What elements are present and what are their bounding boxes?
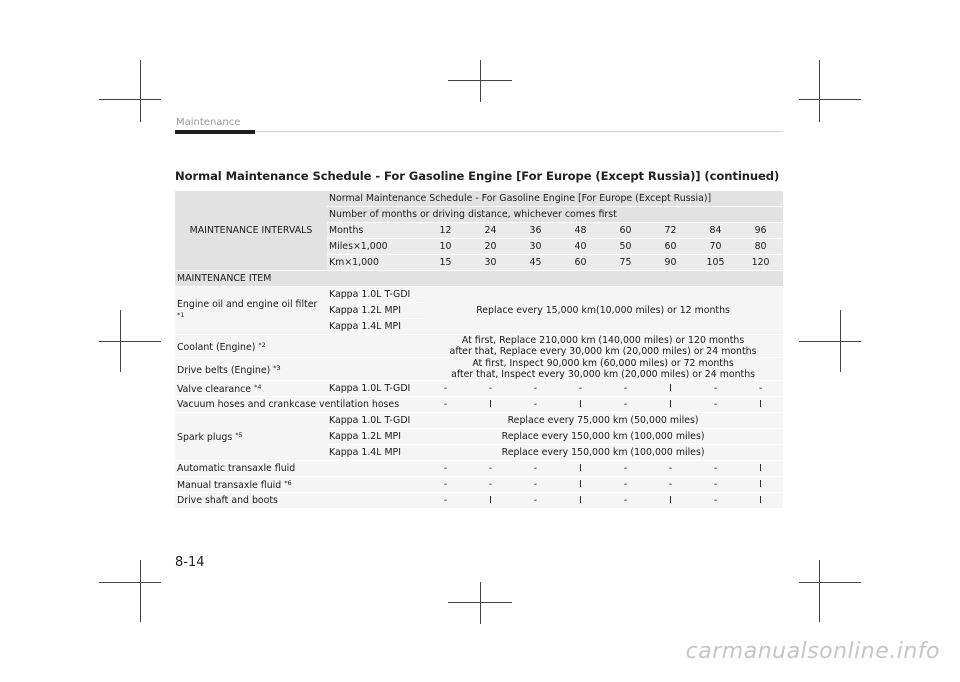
interval-cell: - — [603, 461, 648, 477]
interval-cell: I — [468, 397, 513, 413]
months-cell: 12 — [423, 223, 468, 239]
item-name: Vacuum hoses and crankcase ventilation hoses — [175, 397, 423, 413]
interval-cell: - — [423, 477, 468, 493]
engine-variant: Kappa 1.2L MPI — [327, 429, 423, 445]
header-rule — [255, 131, 783, 132]
interval-cell: - — [738, 381, 783, 397]
interval-cell: - — [693, 381, 738, 397]
interval-cell: I — [738, 477, 783, 493]
km-cell: 90 — [648, 255, 693, 271]
km-cell: 45 — [513, 255, 558, 271]
engine-variant: Kappa 1.4L MPI — [327, 319, 423, 335]
km-label: Km×1,000 — [327, 255, 423, 271]
maintenance-item-header: MAINTENANCE ITEM — [175, 271, 783, 287]
km-cell: 75 — [603, 255, 648, 271]
interval-cell: - — [423, 461, 468, 477]
interval-cell: - — [603, 381, 648, 397]
interval-cell: - — [513, 381, 558, 397]
item-action: Replace every 150,000 km (100,000 miles) — [423, 429, 783, 445]
interval-cell: I — [558, 493, 603, 509]
interval-cell: I — [558, 477, 603, 493]
months-cell: 84 — [693, 223, 738, 239]
item-action: At first, Inspect 90,000 km (60,000 miles) or 72 months after that, Inspect every 30,000 km (20,000 miles) or 24 months — [423, 358, 783, 381]
interval-cell: I — [738, 461, 783, 477]
miles-cell: 20 — [468, 239, 513, 255]
interval-cell: - — [648, 477, 693, 493]
watermark: carmanualsonline.info — [685, 639, 940, 664]
km-cell: 105 — [693, 255, 738, 271]
table-row — [175, 413, 783, 429]
months-cell: 72 — [648, 223, 693, 239]
interval-cell: - — [468, 381, 513, 397]
miles-cell: 50 — [603, 239, 648, 255]
item-action: Replace every 15,000 km(10,000 miles) or 12 months — [423, 287, 783, 335]
interval-cell: - — [693, 493, 738, 509]
footnote: *5 — [235, 431, 243, 439]
table-row — [175, 381, 783, 397]
schedule-name: Normal Maintenance Schedule - For Gasoline Engine [For Europe (Except Russia)] — [327, 191, 783, 207]
page-title: Normal Maintenance Schedule - For Gasoline Engine [For Europe (Except Russia)] (continued) — [175, 169, 780, 183]
table-row — [175, 335, 783, 358]
intervals-label: MAINTENANCE INTERVALS — [175, 191, 327, 271]
item-action: Replace every 75,000 km (50,000 miles) — [423, 413, 783, 429]
interval-cell: - — [603, 493, 648, 509]
interval-cell: - — [423, 397, 468, 413]
engine-variant: Kappa 1.4L MPI — [327, 445, 423, 461]
item-action: Replace every 150,000 km (100,000 miles) — [423, 445, 783, 461]
table-row — [175, 287, 783, 303]
item-name: Spark plugs $^{*5}$ — [175, 413, 327, 461]
schedule-subtitle: Number of months or driving distance, whichever comes first — [327, 207, 783, 223]
interval-cell: - — [693, 461, 738, 477]
miles-cell: 30 — [513, 239, 558, 255]
interval-cell: I — [468, 493, 513, 509]
engine-variant: Kappa 1.2L MPI — [327, 303, 423, 319]
interval-cell: I — [648, 493, 693, 509]
footnote: *6 — [284, 479, 292, 487]
interval-cell: I — [648, 397, 693, 413]
interval-cell: - — [603, 397, 648, 413]
miles-cell: 40 — [558, 239, 603, 255]
interval-cell: I — [738, 397, 783, 413]
km-cell: 60 — [558, 255, 603, 271]
item-name: Coolant (Engine) $^{*2}$ — [175, 335, 423, 358]
km-cell: 15 — [423, 255, 468, 271]
interval-cell: - — [513, 461, 558, 477]
months-cell: 24 — [468, 223, 513, 239]
footnote: *2 — [258, 340, 266, 349]
months-label: Months — [327, 223, 423, 239]
months-cell: 96 — [738, 223, 783, 239]
item-action: At first, Replace 210,000 km (140,000 miles) or 120 months after that, Replace every 30,000 km (20,000 miles) or 24 months — [423, 335, 783, 358]
interval-cell: I — [738, 493, 783, 509]
section-header: Maintenance — [176, 117, 241, 128]
table-row — [175, 358, 783, 381]
footnote: *4 — [254, 383, 262, 391]
interval-cell: - — [648, 461, 693, 477]
interval-cell: - — [468, 477, 513, 493]
interval-cell: - — [513, 477, 558, 493]
months-cell: 48 — [558, 223, 603, 239]
km-cell: 30 — [468, 255, 513, 271]
miles-cell: 80 — [738, 239, 783, 255]
item-name: Automatic transaxle fluid — [175, 461, 423, 477]
interval-cell: - — [423, 381, 468, 397]
interval-cell: I — [648, 381, 693, 397]
months-cell: 60 — [603, 223, 648, 239]
interval-cell: - — [513, 397, 558, 413]
miles-cell: 60 — [648, 239, 693, 255]
item-name: Valve clearance $^{*4}$ — [175, 381, 327, 397]
km-cell: 120 — [738, 255, 783, 271]
interval-cell: - — [513, 493, 558, 509]
table-row — [175, 477, 783, 493]
table-row — [175, 191, 783, 207]
footnote: *3 — [273, 363, 281, 372]
page-number: 8-14 — [175, 555, 205, 570]
maintenance-schedule-table — [175, 191, 783, 509]
engine-variant: Kappa 1.0L T-GDI — [327, 413, 423, 429]
table-row — [175, 461, 783, 477]
interval-cell: - — [603, 477, 648, 493]
table-row — [175, 397, 783, 413]
interval-cell: - — [693, 477, 738, 493]
header-bar — [175, 130, 255, 134]
interval-cell: - — [558, 381, 603, 397]
miles-label: Miles×1,000 — [327, 239, 423, 255]
interval-cell: - — [423, 493, 468, 509]
interval-cell: I — [558, 461, 603, 477]
interval-cell: I — [558, 397, 603, 413]
engine-variant: Kappa 1.0L T-GDI — [327, 381, 423, 397]
interval-cell: - — [468, 461, 513, 477]
item-name: Manual transaxle fluid $^{*6}$ — [175, 477, 423, 493]
miles-cell: 70 — [693, 239, 738, 255]
months-cell: 36 — [513, 223, 558, 239]
engine-variant: Kappa 1.0L T-GDI — [327, 287, 423, 303]
miles-cell: 10 — [423, 239, 468, 255]
interval-cell: - — [693, 397, 738, 413]
item-name: Drive shaft and boots — [175, 493, 423, 509]
table-row — [175, 493, 783, 509]
item-name: Drive belts (Engine) $^{*3}$ — [175, 358, 423, 381]
footnote: *1 — [177, 310, 185, 319]
item-name: Engine oil and engine oil filter $^{*1}$ — [175, 287, 327, 335]
item-header-row — [175, 271, 783, 287]
